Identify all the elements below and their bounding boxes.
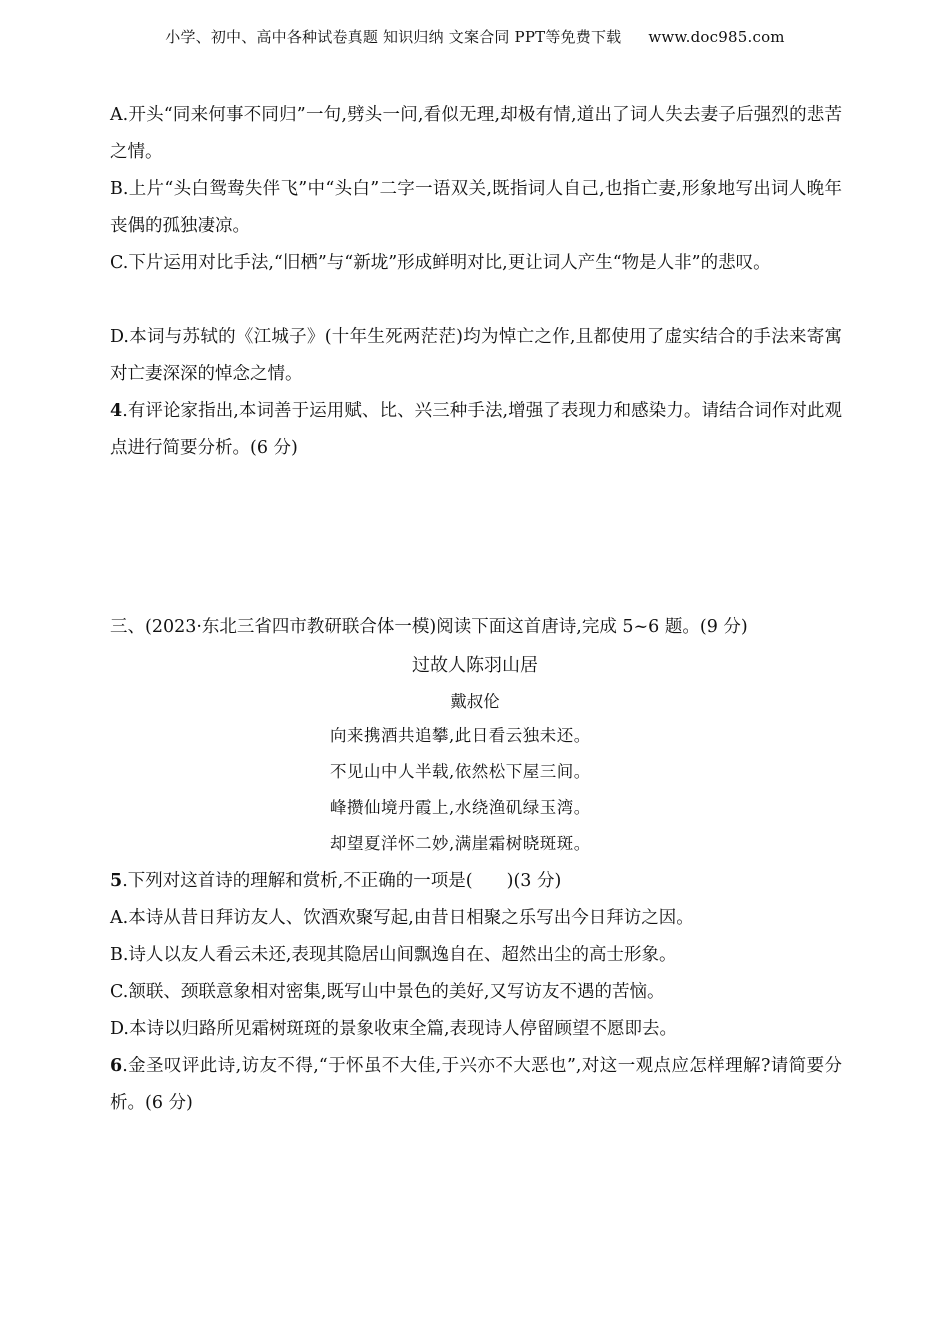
- q3-option-b: B.上片“头白鸳鸯失伴飞”中“头白”二字一语双关,既指词人自己,也指亡妻,形象地写出词人晚年丧偶的孤独凄凉。: [110, 179, 842, 236]
- q3-option-a: A.开头“同来何事不同归”一句,劈头一问,看似无理,却极有情,道出了词人失去妻子后强烈的悲苦之情。: [110, 105, 842, 162]
- header-site: www.doc985.com: [648, 28, 785, 46]
- page-header: [0, 26, 950, 47]
- poem-line: 却望夏洋怀二妙,满崖霜树晓斑斑。: [330, 834, 591, 853]
- question-4-number: 4: [110, 401, 123, 421]
- poem-line: 峰攒仙境丹霞上,水绕渔矶绿玉湾。: [330, 798, 591, 817]
- question-6-number: 6: [110, 1056, 123, 1076]
- q5-option-d: D.本诗以归路所见霜树斑斑的景象收束全篇,表现诗人停留顾望不愿即去。: [110, 1019, 678, 1039]
- header-text: 小学、初中、高中各种试卷真题 知识归纳 文案合同 PPT等免费下载: [165, 28, 622, 46]
- question-6: [110, 1048, 842, 1122]
- poem-author: 戴叔伦: [450, 692, 500, 711]
- poem-title: 过故人陈羽山居: [412, 655, 538, 676]
- q3-option-d: D.本词与苏轼的《江城子》(十年生死两茫茫)均为悼亡之作,且都使用了虚实结合的手法来寄寓对亡妻深深的悼念之情。: [110, 327, 842, 384]
- question-4: [110, 393, 842, 467]
- question-5: [110, 863, 842, 900]
- poem-line: 向来携酒共追攀,此日看云独未还。: [330, 726, 591, 745]
- question-4-text: .有评论家指出,本词善于运用赋、比、兴三种手法,增强了表现力和感染力。请结合词作对此观点进行简要分析。(6 分): [110, 401, 842, 458]
- q5-option-a: A.本诗从昔日拜访友人、饮酒欢聚写起,由昔日相聚之乐写出今日拜访之因。: [110, 908, 694, 928]
- question-5-text: .下列对这首诗的理解和赏析,不正确的一项是(: [122, 871, 473, 891]
- section-3-heading: 三、(2023·东北三省四市教研联合体一模)阅读下面这首唐诗,完成 5~6 题。(9 分): [110, 617, 748, 637]
- q5-option-b: B.诗人以友人看云未还,表现其隐居山间飘逸自在、超然出尘的高士形象。: [110, 945, 677, 965]
- question-5-score: )(3 分): [506, 871, 562, 891]
- q3-option-c: C.下片运用对比手法,“旧栖”与“新垅”形成鲜明对比,更让词人产生“物是人非”的悲叹。: [110, 253, 771, 273]
- poem-line: 不见山中人半载,依然松下屋三间。: [330, 762, 591, 781]
- q5-option-c: C.颔联、颈联意象相对密集,既写山中景色的美好,又写访友不遇的苦恼。: [110, 982, 665, 1002]
- question-5-number: 5: [110, 871, 123, 891]
- question-6-text: .金圣叹评此诗,访友不得,“于怀虽不大佳,于兴亦不大恶也”,对这一观点应怎样理解?请简要分析。(6 分): [110, 1056, 842, 1113]
